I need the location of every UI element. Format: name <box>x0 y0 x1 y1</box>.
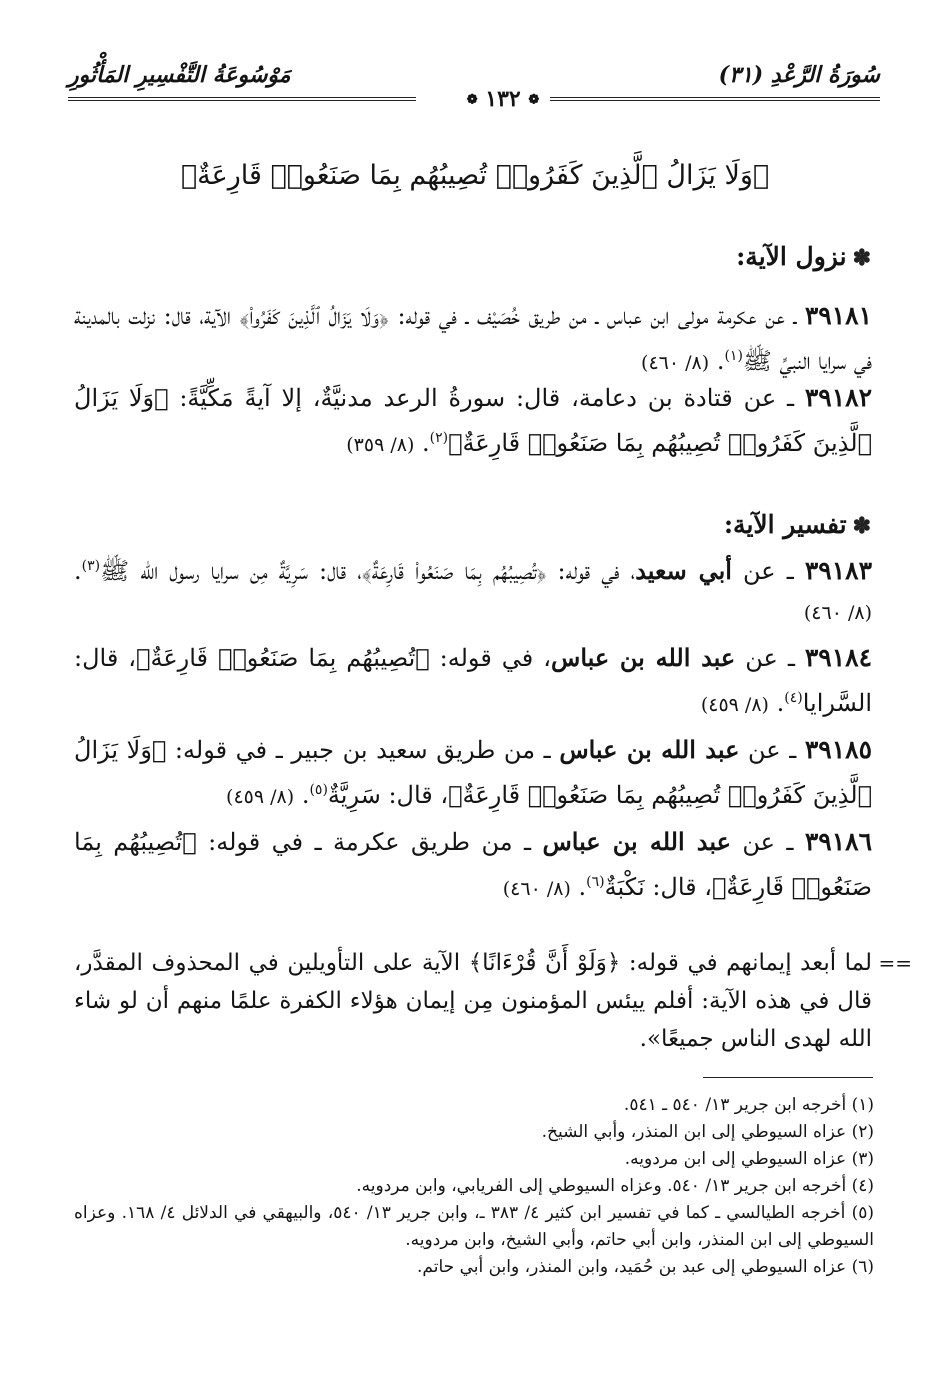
continued-note <box>74 944 912 1058</box>
entry-number: ٣٩١٨٣ <box>804 556 873 585</box>
footnote-6: (٦) عزاه السيوطي إلى عبد بن حُمَيد، وابن المنذر، وابن أبي حاتم. <box>417 1257 874 1277</box>
flower-icon: ✽ <box>852 245 871 271</box>
entry-number: ٣٩١٨٦ <box>804 827 872 856</box>
header-rule-right <box>550 97 880 101</box>
entry-number: ٣٩١٨٤ <box>804 643 872 672</box>
volume-reference: (٨/ ٤٥٩) <box>226 786 295 808</box>
footnotes <box>74 1092 874 1281</box>
entry-text: ـ من طريق عكرمة ـ في قوله: ﴿تُصِيبُهُم بِمَا صَنَعُوا۟ قَارِعَةٌ﴾، قال: نَكْبَةٌ <box>74 828 872 901</box>
entry-text: ، في قوله: ﴿تُصِيبُهُم بِمَا صَنَعُوا۟ قَارِعَةٌ﴾، قال: السَّرايا <box>74 644 872 717</box>
volume-reference: (٨/ ٤٦٠) <box>641 352 710 374</box>
entry-39185: ٣٩١٨٥ ـ عن عبد الله بن عباس ـ من طريق سعيد بن جبير ـ في قوله: ﴿وَلَا يَزَالُ ٱلَّذِينَ كَفَرُوا۟ تُصِيبُهُم بِمَا صَنَعُوا۟ قَارِعَةٌ﴾، قال: سَرِيَّةٌ$^{(٥)}$. (٨/ ٤٥٩) <box>74 735 872 809</box>
footnote-marker: (٣) <box>81 558 101 574</box>
verse-heading: ﴿وَلَا يَزَالُ ٱلَّذِينَ كَفَرُوا۟ تُصِيبُهُم بِمَا صَنَعُوا۟ قَارِعَةٌ﴾ <box>180 160 770 191</box>
continuation-marker: == <box>878 951 912 975</box>
narrator-name: عبد الله بن عباس <box>559 735 740 764</box>
entry-39181: ٣٩١٨١ ـ عن عكرمة مولى ابن عباس ـ من طريق خُصَيْف ـ في قوله: ﴿وَلَا يَزَالُ ٱلَّذِينَ كَفَرُوا۟﴾ الآية، قال: نزلت بالمدينة في سرايا النبيِّ ﷺ$^{(١)}$. (٨/ ٤٦٠) <box>74 301 872 375</box>
volume-reference: (٨/ ٤٥٩) <box>700 694 769 716</box>
entry-text: ـ من طريق سعيد بن جبير ـ في قوله: ﴿وَلَا يَزَالُ ٱلَّذِينَ كَفَرُوا۟ تُصِيبُهُم بِمَا صَنَعُوا۟ قَارِعَةٌ﴾، قال: سَرِيَّةٌ <box>74 736 872 809</box>
footnote-3: (٣) عزاه السيوطي إلى ابن مردويه. <box>624 1149 874 1169</box>
entry-39183: ٣٩١٨٣ ـ عن أبي سعيد، في قوله: ﴿تُصِيبُهُم بِمَا صَنَعُوا۟ قَارِعَةٌ﴾، قال: سَرِيَّةٌ مِن سرايا رسول الله ﷺ$^{(٣)}$. (٨/ ٤٦٠) <box>74 556 873 624</box>
page-number-row <box>68 86 880 110</box>
book-title: مَوْسُوعَةُ التَّفْسِيرِ المَأْثُورِ <box>68 62 291 88</box>
entry-39184: ٣٩١٨٤ ـ عن عبد الله بن عباس، في قوله: ﴿تُصِيبُهُم بِمَا صَنَعُوا۟ قَارِعَةٌ﴾، قال: السَّرايا$^{(٤)}$. (٨/ ٤٥٩) <box>74 643 872 717</box>
volume-reference: (٨/ ٤٦٠) <box>502 878 571 900</box>
entry-number: ٣٩١٨٢ <box>804 383 872 412</box>
surah-title: سُورَةُ الرَّعْدِ (٣١) <box>718 62 880 88</box>
narrator-name: أبي سعيد <box>635 556 732 585</box>
footnote-marker: (٤) <box>784 690 803 706</box>
ornament-icon: ❁ <box>528 92 540 108</box>
footnote-1: (١) أخرجه ابن جرير ١٣/ ٥٤٠ ـ ٥٤١. <box>623 1095 874 1115</box>
entry-number: ٣٩١٨٥ <box>804 735 872 764</box>
section-title-tafsir: ✽تفسير الآية: <box>723 510 871 539</box>
footnote-marker: (٥) <box>309 782 328 798</box>
entry-text: ، في قوله: ﴿تُصِيبُهُم بِمَا صَنَعُوا۟ قَارِعَةٌ﴾، قال: سَرِيَّةٌ مِن سرايا رسول الله ﷺ <box>100 557 636 585</box>
header-rule-left <box>68 97 416 101</box>
footnote-2: (٢) عزاه السيوطي إلى ابن المنذر، وأبي الشيخ. <box>541 1122 874 1142</box>
footnote-separator <box>703 1077 873 1078</box>
entry-39186: ٣٩١٨٦ ـ عن عبد الله بن عباس ـ من طريق عكرمة ـ في قوله: ﴿تُصِيبُهُم بِمَا صَنَعُوا۟ قَارِعَةٌ﴾، قال: نَكْبَةٌ$^{(٦)}$. (٨/ ٤٦٠) <box>74 827 872 901</box>
footnote-5: (٥) أخرجه الطيالسي ـ كما في تفسير ابن كثير ٤/ ٣٨٣ ـ، وابن جرير ١٣/ ٥٤٠، والبيهقي في الدلائل ٤/ ١٦٨. وعزاه السيوطي إلى ابن المنذر، وابن أبي حاتم، وأبي الشيخ، وابن مردويه. <box>74 1203 875 1250</box>
page-number: ❁ ١٣٢ ❁ <box>466 86 540 112</box>
entry-text: ـ عن عكرمة مولى ابن عباس ـ من طريق خُصَيْف ـ في قوله: ﴿وَلَا يَزَالُ ٱلَّذِينَ كَفَرُوا۟﴾ الآية، قال: نزلت بالمدينة في سرايا النبيِّ ﷺ <box>74 302 872 375</box>
ornament-icon: ❁ <box>466 92 478 108</box>
narrator-name: عبد الله بن عباس <box>551 643 736 672</box>
footnote-marker: (٢) <box>429 430 449 446</box>
volume-reference: (٨/ ٤٦٠) <box>803 602 872 624</box>
entry-39182: ٣٩١٨٢ ـ عن قتادة بن دعامة، قال: سورةُ الرعد مدنيَّةٌ، إلا آيةً مَكِّيَّةً: ﴿وَلَا يَزَالُ ٱلَّذِينَ كَفَرُوا۟ تُصِيبُهُم بِمَا صَنَعُوا۟ قَارِعَةٌ﴾$^{(٢)}$. (٨/ ٣٥٩) <box>74 383 872 457</box>
narrator-name: عبد الله بن عباس <box>542 827 731 856</box>
page-header <box>68 62 880 112</box>
volume-reference: (٨/ ٣٥٩) <box>346 434 415 456</box>
entry-number: ٣٩١٨١ <box>804 301 872 330</box>
continued-note-text: لما أبعد إيمانهم في قوله: ﴿وَلَوْ أَنَّ قُرْءَانًا﴾ الآية على التأويلين في المحذوف المقدَّر، قال في هذه الآية: أفلم ييئس المؤمنون مِن إيمان هؤلاء الكفرة علمًا منهم أن لو شاء الله لهدى الناس جميعًا». <box>74 950 872 1052</box>
footnote-marker: (٦) <box>586 874 605 890</box>
flower-icon: ✽ <box>852 513 871 539</box>
section-title-revelation: ✽نزول الآية: <box>736 242 871 271</box>
footnote-4: (٤) أخرجه ابن جرير ١٣/ ٥٤٠. وعزاه السيوطي إلى الفريابي، وابن مردويه. <box>356 1176 874 1196</box>
footnote-marker: (١) <box>724 348 743 364</box>
entry-text: ـ عن قتادة بن دعامة، قال: سورةُ الرعد مدنيَّةٌ، إلا آيةً مَكِّيَّةً: ﴿وَلَا يَزَالُ ٱلَّذِينَ كَفَرُوا۟ تُصِيبُهُم بِمَا صَنَعُوا۟ قَارِعَةٌ﴾ <box>74 384 872 457</box>
